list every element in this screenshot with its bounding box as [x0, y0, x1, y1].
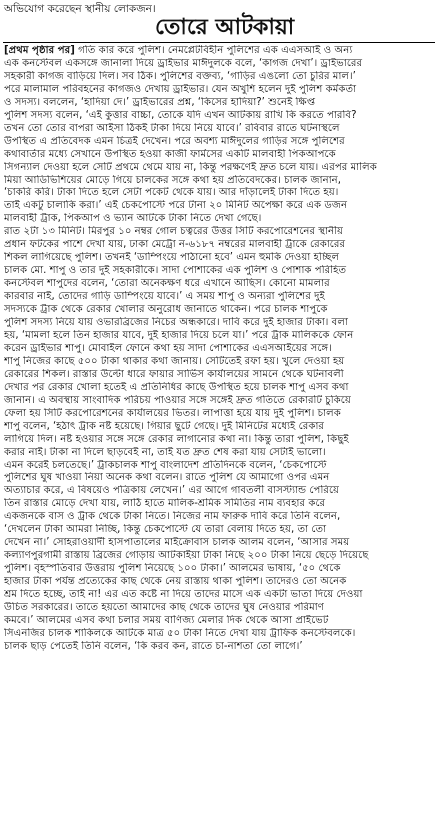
article-line: রাত ২টা ১৩ মিনিট। মিরপুর ১০ নম্বর গোল চত্বরের উত্তর সিটি করপোরেশনের স্থানীয়: [4, 226, 344, 238]
article-line: কমবে।’ আলমের এসব কথা চলার সময় বাণিজ্য মেলার দিক থেকে আসা প্রাইভেট: [4, 614, 329, 626]
article-line: মালবাহী ট্রাক, পিকআপ ও ভ্যান আটকে টাকা নিতে দেখা গেছে।: [4, 213, 262, 225]
article-line: ও সদস্য। বললেন, ‘হাদিয়া দে।’ ড্রাইভারের প্রশ্ন, ‘কিসের হাদিয়া?’ শুনেই ক্ষিপ্ত: [4, 96, 316, 108]
article-line: ‘চাকরি করি। টাকা দিতে হলে সেটা পকেট থেকে যায়। আর দাঁড়ালেই টাকা দিতে হয়।: [4, 187, 339, 199]
article-line: কল্যাণপুরগামী রাস্তায় ব্রিজের গোড়ায় আটকাইয়া টাকা নিছে ২০০ টাকা নিয়ে ছেড়ে দিয়েছে: [4, 550, 369, 562]
article-line: কথাবার্তার মধ্যে সেখানে উপস্থিত হওয়া কাজী ফার্মসের একটি মালবাহী পিকআপকে: [4, 148, 336, 160]
article-line: পরে মালামাল পরিবহনের কাগজও দেখায় ড্রাইভার। যেন অখুশি হলেন দুই পুলিশ কর্মকর্তা: [4, 83, 357, 95]
article-line: অত্যাচার করে, এ বিষয়েও পত্রিকায় লেখেন।’ এর আগে গাবতলী বাসস্ট্যান্ড পেরিয়ে: [4, 485, 340, 497]
article-line: তিন রাস্তার মোড়ে দেখা যায়, লাঠি হাতে মালিক-শ্রমিক সমিতির নাম ব্যবহার করে: [4, 498, 326, 510]
article-headline: তোরে আটকায়া: [155, 15, 295, 40]
article-line: এক কনস্টেবল একসঙ্গে জানালা দিয়ে ড্রাইভার মাঈদুলকে বলে, ‘কাগজ দেখা’। ড্রাইভারের: [4, 57, 363, 69]
article-line: দেখেন না।’ সোহরাওয়ার্দী হাসপাতালের মাইক্রোবাস চালক আলম বলেন, ‘আসার সময়: [4, 537, 350, 549]
article-line: উপস্থিত এ প্রতিবেদক এমন চিত্রই দেখেন। পরে অবশ্য মাঈদুলের গাড়ির সঙ্গে পুলিশের: [4, 135, 345, 147]
article-line: পুলিশের ঘুষ খাওয়া নিয়া অনেক কথা বলেন। রাতে পুলিশ যে আমাগো ওপর এমন: [4, 472, 330, 484]
article-line: চালক ছাড় পেতেই তিনি বলেন, ‘কি করব কন, রাতে চা-নাশতা তো লাগে।’: [4, 640, 303, 652]
article-line: সিগন্যাল দেওয়া হলে সেটি প্রথমে থেমে যায় না, কিন্তু পরক্ষণেই দ্রুত চলে যায়। এরপর মালিক: [4, 161, 377, 173]
article-body: [4, 45, 434, 833]
article-line: চালক মো. শাপু ও তার দুই সহকারীকে। সাদা পোশাকের এক পুলিশ ও পোশাক পরিহিত: [4, 265, 347, 277]
first-line-text: গতি কার করে পুলিশ। নেমপ্লেটবিহীন পুলিশের এক এএসআই ও অন্য: [74, 45, 353, 56]
article-text: [4, 45, 434, 654]
article-line: শাপু বলেন, ‘হঠাৎ ট্রাক নষ্ট হয়েছে। গিয়ার ছুটে গেছে। দুই মিনিটের মধ্যেই রেকার: [4, 420, 325, 432]
article-line: হাজার টাকা পর্যন্ত প্রত্যেকের কাছ থেকে নেয় রাস্তায় থাকা পুলিশ। তাদেরও তো অনেক: [4, 576, 347, 588]
article-line: প্রধান ফটকের পাশে দেখা যায়, ঢাকা মেট্রো ন-৬১৮৭ নম্বরের মালবাহী ট্রাকে রেকারের: [4, 239, 346, 251]
article-line: সহকারী কাগজ বাড়িয়ে দিল। সব ঠিক। পুলিশের বক্তব্য, ‘গাড়ির এঙলো তো চুরির মাল।’: [4, 70, 356, 82]
article-line: করার নাই। টাকা না দিলে ছাড়বেই না, তাই যত দ্রুত শেষ করা যায় সেটাই ভালো।: [4, 446, 326, 458]
article-line: এমন করেই চলতেছে।’ ট্রাকচালক শাপু বাংলাদেশ প্রতিদিনকে বলেন, ‘চেকপোস্টে: [4, 459, 327, 471]
article-line: দেখার পর রেকার খোলা হতেই এ প্রতিনিধির কাছে উপস্থিত হয়ে চালক শাপু এসব কথা: [4, 381, 349, 393]
article-line: তাই একটু চালাকি করা।’ এই চেকপোস্টে পরে টানা ২০ মিনিট অপেক্ষা করে এক ডজন: [4, 200, 348, 212]
article-line: কারবার নাই, তোদের গাড়ি ডাম্পিংয়ে যাবে।’ এ সময় শাপু ও অন্যরা পুলিশের দুই: [4, 291, 325, 303]
lead-label: [প্রথম পৃষ্ঠার পর]: [4, 45, 75, 56]
article-line: শাপু নিজের কাছে ৫০০ টাকা থাকার কথা জানায়। সেটিতেই রফা হয়। খুলে দেওয়া হয়: [4, 355, 345, 367]
previous-article-tail: অভিযোগ করেছেন স্থানীয় লোকজন।: [4, 3, 156, 15]
article-line: একজনকে বাস ও ট্রাক থেকে টাকা নিতে। নিজের নাম ফারুক দাবি করে তিনি বলেন,: [4, 511, 341, 523]
article-line: সদস্যকে ট্রাক থেকে রেকার খোলার অনুরোধ জানাতে থাকেন। পরে চালক শাপুকে: [4, 304, 328, 316]
article-line: পুলিশ সদস্য নিয়ে যায় ওভারব্রিজের নিচের অন্ধকারে। দাবি করে দুই হাজার টাকা। বলা: [4, 317, 348, 329]
article-line: [4, 45, 434, 58]
article-line: পুলিশ সদস্য বলেন, ‘এই কুত্তার বাচ্চা, তোকে যদি এখন আটকায় রাখি কি করতে পারবি?: [4, 109, 357, 121]
article-line: পুলিশ। বৃহস্পতিবার উত্তরায় পুলিশ নিয়েছে ১০০ টাকা।’ আলমের ভাষায়, ‘৫০ থেকে: [4, 563, 341, 575]
article-line: উচিত সরকারের। তাতে হয়তো আমাদের কাছ থেকে তাদের ঘুষ নেওয়ার পরিমাণ: [4, 601, 324, 613]
article-line: জানান। এ অবস্থায় সাংবাদিক পরিচয় পাওয়ার সঙ্গে সঙ্গেই দ্রুত গতিতে রেকারটি চুকিয়ে: [4, 394, 351, 406]
article-line: সিএনজির চালক শাকিলকে আটকে মাত্র ৫০ টাকা নিতে দেখা যায় ট্রাফিক কনস্টেবলকে।: [4, 627, 356, 639]
article-line: শ্রম দিতে হচ্ছে, তাই না! এর এত কষ্টে না দিয়ে তাদের মাসে এক একটা ভাতা দিয়ে দেওয়া: [4, 589, 363, 601]
article-line: কনস্টেবল শাপুদের বলেন, ‘তোরা অনেকক্ষণ ধরে এখানে আছিস। কোনো মামলার: [4, 278, 330, 290]
headline-divider: [3, 42, 435, 43]
article-line: করেন ড্রাইভার শাপু। মোবাইল ফোনে কথা হয় সাদা পোশাকের এএসআইয়ের সঙ্গে।: [4, 342, 332, 354]
article-line: ‘দেখলেন টাকা আমরা নিচ্ছি, কিন্তু চেকপোস্টে যে তারা বেলায় দিতে হয়, তা তো: [4, 524, 327, 536]
article-line: হয়, ‘মামলা হলে তিন হাজার যাবে, দুই হাজার দিয়ে চলে যা।’ পরে ট্রাক মালিককে ফোন: [4, 329, 354, 341]
article-line: তখন তো তোর বাপরা আইসা ঠিকই টাকা দিয়ে নিয়ে যাবে।’ রবিবার রাতে ঘটনাস্থলে: [4, 122, 340, 134]
article-line: লাগিয়ে দিল। নষ্ট হওয়ার সঙ্গে সঙ্গে রেকার লাগানোর কথা না। কিন্তু তারা পুলিশ, কিছুই: [4, 433, 349, 445]
article-line: শিকল লাগিয়েছে পুলিশ। তখনই ‘ডাম্পিংয়ে পাঠানো হবে’ এমন হুমকি দেওয়া হচ্ছিল: [4, 252, 340, 264]
article-line: ফেলা হয় সিটি করপোরেশনের কার্যালয়ের ভিতর। লাপাত্তা হয়ে যায় দুই পুলিশ। চালক: [4, 407, 341, 419]
article-line: মিয়া আডিভিশিয়ের মোড়ে গিয়ে চালকের সঙ্গে কথা হয় প্রতিবেদকের। চালক জানান,: [4, 174, 341, 186]
article-line: রেকারের শিকল। রাস্তার উল্টো ধারে ফায়ার সার্ভিস কার্যালয়ের সামনে থেকে ঘটনাবলী: [4, 368, 344, 380]
